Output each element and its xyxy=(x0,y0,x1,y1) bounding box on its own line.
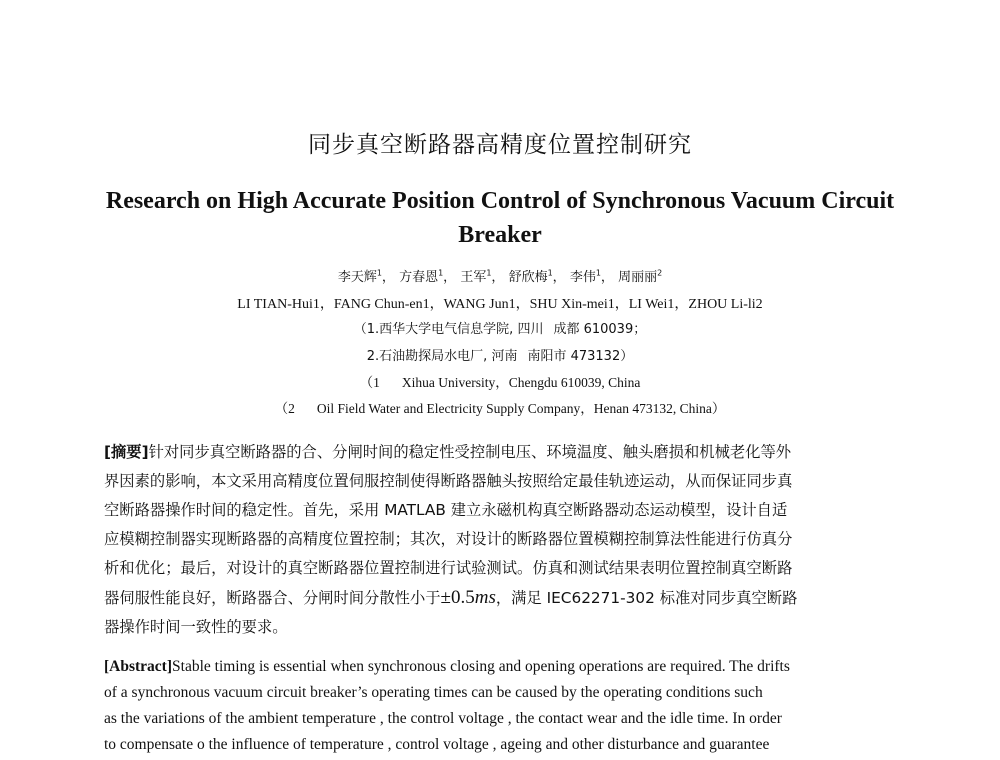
affiliation-chinese-1 xyxy=(0,318,1000,337)
abstract-line: 器操作时间一致性的要求。 xyxy=(104,618,288,636)
abstract-label: [摘要] xyxy=(104,443,149,461)
abstract-line: 界因素的影响，本文采用高精度位置伺服控制使得断路器触头按照给定最佳轨迹运动，从而保证同步真 xyxy=(104,472,793,490)
title-english-line-1: Research on High Accurate Position Control of Synchronous Vacuum Circuit xyxy=(105,188,895,214)
affiliation-text: （2 xyxy=(274,401,295,416)
affiliation-text: Xihua University，Chengdu 610039, China xyxy=(401,375,641,390)
abstract-line xyxy=(104,654,896,680)
abstract-chinese xyxy=(104,438,896,642)
author-name: 舒欣梅 xyxy=(508,270,548,285)
affiliation-text: （1 xyxy=(359,375,380,390)
abstract-text: 针对同步真空断路器的合、分闸时间的稳定性受控制电压、环境温度、触头磨损和机械老化等外 xyxy=(148,443,792,461)
affiliation-text: 成都 610039； xyxy=(553,322,647,337)
author-name: 李天辉 xyxy=(337,270,377,285)
tolerance-formula xyxy=(441,587,496,608)
abstract-text: 器伺服性能良好，断路器合、分闸时间分散性小于 xyxy=(104,589,441,607)
abstract-label: [Abstract] xyxy=(104,658,173,675)
title-chinese: 同步真空断路器高精度位置控制研究 xyxy=(308,132,692,158)
author-name: 李伟 xyxy=(569,270,596,285)
affiliation-text: （1.西华大学电气信息学院, 四川 xyxy=(353,322,544,337)
abstract-line xyxy=(104,438,896,467)
abstract-line: 空断路器操作时间的稳定性。首先，采用 MATLAB 建立永磁机构真空断路器动态运动模型，设计自适 xyxy=(104,501,788,519)
formula-value: ±0.5 xyxy=(440,587,475,608)
author-affiliation-mark: 2 xyxy=(657,268,663,278)
author-affiliation-mark: 1 xyxy=(547,268,553,278)
title-english xyxy=(0,184,1000,252)
abstract-line: as the variations of the ambient temperature , the control voltage , the contact wear and the idle time. In order xyxy=(104,710,782,727)
affiliation-english-1 xyxy=(0,371,1000,391)
abstract-english xyxy=(104,654,896,758)
authors-english: LI TIAN-Hui1，FANG Chun-en1，WANG Jun1，SHU Xin-mei1，LI Wei1，ZHOU Li-li2 xyxy=(237,297,763,312)
author-affiliation-mark: 1 xyxy=(486,268,492,278)
author-name: 周丽丽 xyxy=(618,270,658,285)
abstract-line xyxy=(104,583,896,613)
abstract-text: ，满足 IEC62271-302 标准对同步真空断路 xyxy=(495,589,798,607)
abstract-text: Stable timing is essential when synchronous closing and opening operations are required. The drifts xyxy=(172,658,790,675)
abstract-line: to compensate o the influence of temperature , control voltage , ageing and other disturbance and guarantee xyxy=(104,736,770,753)
author-affiliation-mark: 1 xyxy=(376,268,382,278)
affiliation-text: 2.石油勘探局水电厂, 河南 xyxy=(366,349,518,364)
author-affiliation-mark: 1 xyxy=(595,268,601,278)
author-name: 方春恩 xyxy=(399,270,439,285)
affiliation-text: Oil Field Water and Electricity Supply Company，Henan 473132, China） xyxy=(316,401,726,416)
affiliation-english-2 xyxy=(0,397,1000,417)
abstract-line: 应模糊控制器实现断路器的高精度位置控制；其次，对设计的断路器位置模糊控制算法性能进行仿真分 xyxy=(104,530,793,548)
formula-unit: ms xyxy=(474,587,496,608)
author-affiliation-mark: 1 xyxy=(438,268,444,278)
affiliation-text: 南阳市 473132） xyxy=(527,349,634,364)
abstract-line: of a synchronous vacuum circuit breaker’s operating times can be caused by the operating conditions such xyxy=(104,684,763,701)
abstract-line: 析和优化；最后，对设计的真空断路器位置控制进行试验测试。仿真和测试结果表明位置控制真空断路 xyxy=(104,559,793,577)
title-english-line-2: Breaker xyxy=(458,222,542,248)
author-name: 王军 xyxy=(460,270,487,285)
authors-chinese: 李天辉$^1$， 方春恩$^1$， 王军$^1$， 舒欣梅$^1$， 李伟$^1$， 周丽丽$^2$ xyxy=(337,268,663,285)
affiliation-chinese-2 xyxy=(0,345,1000,364)
